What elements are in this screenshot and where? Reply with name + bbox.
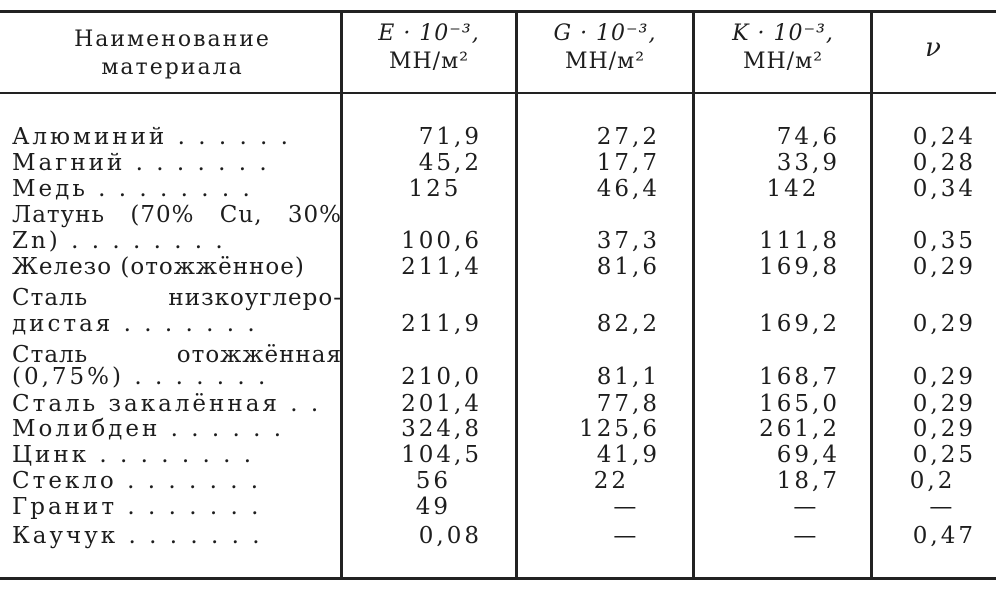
value-E: 210,0 xyxy=(401,364,482,390)
value-nu: 0,29 xyxy=(912,364,976,390)
value-G: 81,6 xyxy=(596,254,660,280)
header-E-symbol: E · 10⁻³, xyxy=(378,21,480,46)
material-name: Каучук . . . . . . . xyxy=(12,523,263,549)
value-K: 111,8 xyxy=(759,228,840,254)
value-G: — xyxy=(613,523,660,549)
header-material-line2: материала xyxy=(101,55,244,80)
table-row xyxy=(0,202,996,228)
header-G-symbol: G · 10⁻³, xyxy=(553,21,657,46)
value-E: 100,6 xyxy=(401,228,482,254)
value-K: 142 xyxy=(766,176,840,202)
material-name: Молибден . . . . . . xyxy=(12,416,285,442)
value-nu: 0,25 xyxy=(912,442,976,468)
value-G: 17,7 xyxy=(596,150,660,176)
table-row xyxy=(0,416,996,442)
value-nu: 0,29 xyxy=(912,254,976,280)
value-E: 324,8 xyxy=(401,416,482,442)
value-E: 211,9 xyxy=(401,311,482,337)
value-K: — xyxy=(793,523,840,549)
table-row xyxy=(0,442,996,468)
value-K: — xyxy=(793,494,840,520)
table-row xyxy=(0,285,996,311)
material-name: Сталь закалённая . . xyxy=(12,391,322,417)
value-nu: — xyxy=(929,494,976,520)
header-material xyxy=(10,26,335,82)
value-E: 201,4 xyxy=(401,391,482,417)
value-K: 165,0 xyxy=(759,391,840,417)
header-K-symbol: K · 10⁻³, xyxy=(732,21,834,46)
top-rule xyxy=(0,10,996,13)
table-row xyxy=(0,468,996,494)
table-row xyxy=(0,150,996,176)
value-G: — xyxy=(613,494,660,520)
material-name: (0,75%) . . . . . . . xyxy=(12,364,269,390)
material-name: Стекло . . . . . . . xyxy=(12,468,262,494)
header-material-line1: Наименование xyxy=(74,27,271,52)
material-name: Медь . . . . . . . . xyxy=(12,176,253,202)
header-G xyxy=(520,20,690,76)
value-G: 77,8 xyxy=(596,391,660,417)
value-E: 56 xyxy=(415,468,482,494)
header-rule xyxy=(0,92,996,94)
material-name: Латунь (70% Cu, 30% xyxy=(12,202,342,228)
material-name: дистая . . . . . . . xyxy=(12,311,258,337)
value-G: 27,2 xyxy=(596,124,660,150)
table-row xyxy=(0,364,996,390)
value-nu: 0,29 xyxy=(912,311,976,337)
value-K: 169,8 xyxy=(759,254,840,280)
table-row xyxy=(0,523,996,549)
value-E: 211,4 xyxy=(401,254,482,280)
material-name: Алюминий . . . . . . xyxy=(12,124,291,150)
value-G: 82,2 xyxy=(596,311,660,337)
value-nu: 0,24 xyxy=(912,124,976,150)
material-name: Железо (отожжённое) xyxy=(12,254,305,280)
value-E: 125 xyxy=(408,176,482,202)
value-K: 74,6 xyxy=(776,124,840,150)
material-name: Магний . . . . . . . xyxy=(12,150,270,176)
value-K: 168,7 xyxy=(759,364,840,390)
table-row xyxy=(0,254,996,280)
value-K: 69,4 xyxy=(776,442,840,468)
value-nu: 0,29 xyxy=(912,391,976,417)
value-E: 49 xyxy=(415,494,482,520)
bottom-rule xyxy=(0,577,996,580)
material-name: Сталь отожжённая xyxy=(12,342,342,368)
table-row xyxy=(0,391,996,417)
value-G: 81,1 xyxy=(596,364,660,390)
material-name: Сталь низкоуглеро- xyxy=(12,285,342,311)
table-row xyxy=(0,494,996,520)
table-row xyxy=(0,228,996,254)
material-name: Цинк . . . . . . . . xyxy=(12,442,255,468)
value-nu: 0,28 xyxy=(912,150,976,176)
header-E xyxy=(345,20,513,76)
value-nu: 0,2 xyxy=(909,468,976,494)
value-K: 18,7 xyxy=(776,468,840,494)
value-K: 33,9 xyxy=(776,150,840,176)
header-K-unit: МН/м² xyxy=(742,49,824,74)
value-E: 104,5 xyxy=(401,442,482,468)
value-nu: 0,34 xyxy=(912,176,976,202)
table-row xyxy=(0,124,996,150)
value-K: 169,2 xyxy=(759,311,840,337)
header-nu-symbol: ν xyxy=(925,33,943,63)
value-E: 0,08 xyxy=(418,523,482,549)
value-E: 71,9 xyxy=(418,124,482,150)
header-G-unit: МН/м² xyxy=(564,49,646,74)
value-nu: 0,29 xyxy=(912,416,976,442)
material-name: Zn) . . . . . . . . xyxy=(12,228,226,254)
value-G: 22 xyxy=(593,468,660,494)
value-G: 125,6 xyxy=(579,416,660,442)
value-G: 37,3 xyxy=(596,228,660,254)
header-E-unit: МН/м² xyxy=(388,49,470,74)
header-K xyxy=(697,20,869,76)
value-G: 46,4 xyxy=(596,176,660,202)
table-row xyxy=(0,176,996,202)
value-G: 41,9 xyxy=(596,442,660,468)
value-K: 261,2 xyxy=(759,416,840,442)
value-nu: 0,47 xyxy=(912,523,976,549)
header-nu xyxy=(875,34,993,62)
value-E: 45,2 xyxy=(418,150,482,176)
material-name: Гранит . . . . . . . xyxy=(12,494,262,520)
table-row xyxy=(0,311,996,337)
value-nu: 0,35 xyxy=(912,228,976,254)
